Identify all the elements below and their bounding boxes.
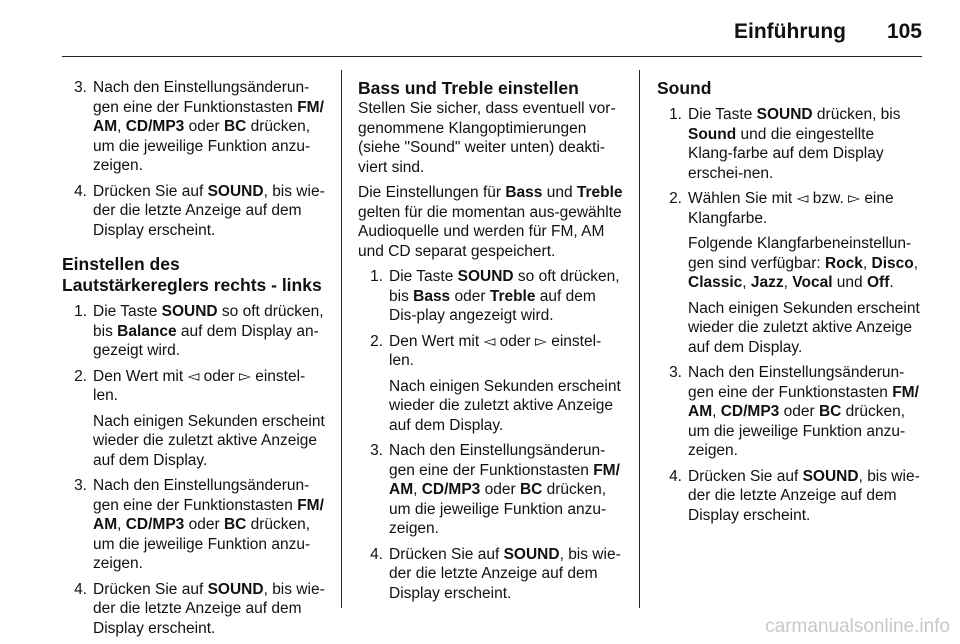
step-text: Nach den Einstellungsänderun-gen eine der Funktionstasten FM/ AM, CD/MP3 oder BC drücken, um die jeweilige Funktion anzu-zeigen. xyxy=(389,442,620,537)
step-text: Die Taste SOUND drücken, bis Sound und die eingestellte Klang-farbe auf dem Display erschei-nen. xyxy=(688,106,901,182)
column-divider xyxy=(341,70,342,608)
list-item xyxy=(657,105,923,183)
page-title: Einführung xyxy=(734,20,846,43)
step-number: 1. xyxy=(370,268,383,285)
step-number: 4. xyxy=(74,580,87,598)
watermark: carmanualsonline.info xyxy=(765,616,950,637)
column-2 xyxy=(358,78,624,609)
step-text: Drücken Sie auf SOUND, bis wie-der die letzte Anzeige auf dem Display erscheint. xyxy=(93,580,325,637)
step-text: Nach den Einstellungsänderun-gen eine der Funktionstasten FM/ AM, CD/MP3 oder BC drücken, um die jeweilige Funktion anzu-zeigen. xyxy=(93,477,324,572)
step-number: 4. xyxy=(74,182,87,200)
step-text: Drücken Sie auf SOUND, bis wie-der die letzte Anzeige auf dem Display erscheint. xyxy=(688,467,920,524)
column-1 xyxy=(62,78,326,644)
step-note: Nach einigen Sekunden erscheint wieder die zuletzt aktive Anzeige auf dem Display. xyxy=(688,299,920,356)
step-text: Nach den Einstellungsänderun-gen eine der Funktionstasten FM/ AM, CD/MP3 oder BC drücken, um die jeweilige Funktion anzu-zeigen. xyxy=(93,79,324,174)
steps-list xyxy=(358,267,624,603)
step-note: Folgende Klangfarbeneinstellun-gen sind verfügbar: Rock, Disco, Classic, Jazz, Vocal und Off. xyxy=(688,235,919,291)
steps-list xyxy=(62,302,326,638)
list-item xyxy=(358,267,624,326)
list-item xyxy=(358,332,624,436)
step-text: Den Wert mit ◅ oder ▻ einstel-len. xyxy=(93,367,306,404)
step-number: 4. xyxy=(669,467,682,485)
step-text: Nach den Einstellungsänderun-gen eine der Funktionstasten FM/ AM, CD/MP3 oder BC drücken, um die jeweilige Funktion anzu-zeigen. xyxy=(688,364,919,459)
step-text: Die Taste SOUND so oft drücken, bis Bass oder Treble auf dem Dis-play angezeigt wird. xyxy=(389,268,620,324)
step-number: 2. xyxy=(74,367,87,385)
list-item xyxy=(62,302,326,361)
column-3 xyxy=(657,78,923,531)
list-item xyxy=(62,580,326,639)
section-heading: Sound xyxy=(657,78,712,98)
step-number: 4. xyxy=(370,545,383,563)
list-item xyxy=(657,467,923,526)
list-item xyxy=(657,189,923,357)
list-item xyxy=(62,78,326,176)
column-divider xyxy=(639,70,640,608)
step-note: Nach einigen Sekunden erscheint wieder die zuletzt aktive Anzeige auf dem Display. xyxy=(389,377,621,434)
steps-list xyxy=(62,78,326,240)
step-text: Wählen Sie mit ◅ bzw. ▻ eine Klangfarbe. xyxy=(688,190,894,227)
step-text: Die Taste SOUND so oft drücken, bis Balance auf dem Display an-gezeigt wird. xyxy=(93,303,324,359)
page-number: 105 xyxy=(886,20,922,43)
list-item xyxy=(358,545,624,604)
list-item xyxy=(62,182,326,241)
step-number: 3. xyxy=(74,477,87,494)
step-number: 2. xyxy=(370,332,383,350)
step-number: 3. xyxy=(370,442,383,459)
step-text: Drücken Sie auf SOUND, bis wie-der die letzte Anzeige auf dem Display erscheint. xyxy=(389,545,621,602)
step-number: 2. xyxy=(669,190,682,207)
step-number: 3. xyxy=(74,79,87,96)
steps-list xyxy=(657,105,923,525)
section-heading: Einstellen des Lautstärkereglers rechts - links xyxy=(62,254,322,295)
intro-text: Stellen Sie sicher, dass eventuell vor-genommene Klangoptimierungen (siehe "Sound" weiter unten) deakti-viert sind. xyxy=(358,100,616,176)
step-text: Drücken Sie auf SOUND, bis wie-der die letzte Anzeige auf dem Display erscheint. xyxy=(93,182,325,239)
list-item xyxy=(358,441,624,539)
step-text: Den Wert mit ◅ oder ▻ einstel-len. xyxy=(389,332,602,369)
step-note: Nach einigen Sekunden erscheint wieder die zuletzt aktive Anzeige auf dem Display. xyxy=(93,412,325,469)
list-item xyxy=(657,363,923,461)
section-heading: Bass und Treble einstellen xyxy=(358,78,579,98)
page-header xyxy=(62,0,922,57)
step-number: 1. xyxy=(669,106,682,123)
list-item xyxy=(62,476,326,574)
list-item xyxy=(62,367,326,471)
intro-text: Die Einstellungen für Bass und Treble gelten für die momentan aus-gewählte Audioquelle und werden für FM, AM und CD separat gespeichert. xyxy=(358,184,623,260)
step-number: 1. xyxy=(74,303,87,320)
step-number: 3. xyxy=(669,364,682,381)
